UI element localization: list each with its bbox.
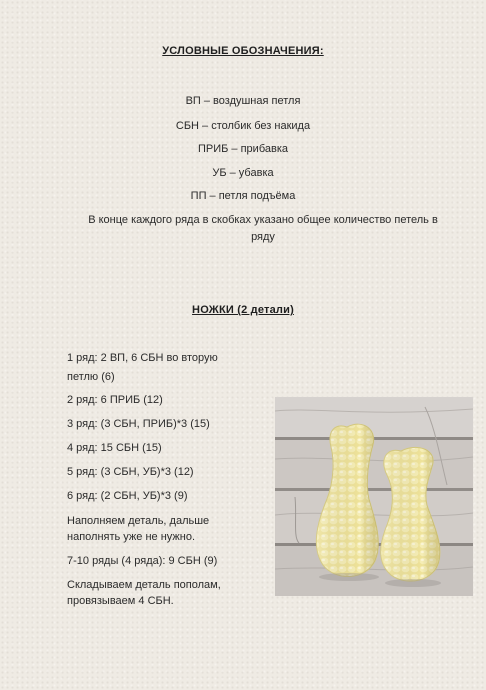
step-row-4: 4 ряд: 15 СБН (15) (67, 442, 162, 454)
legend-note-line1: В конце каждого ряда в скобках указано общее количество петель в (88, 214, 438, 226)
legend-note-line2: ряду (251, 231, 275, 243)
legend-item-sbn: СБН – столбик без накида (175, 120, 311, 132)
step-rows-7-10: 7-10 ряды (4 ряда): 9 СБН (9) (67, 555, 218, 567)
crochet-legs-photo (275, 397, 473, 596)
legend-item-ub: УБ – убавка (212, 167, 274, 179)
step-row-3: 3 ряд: (3 СБН, ПРИБ)*3 (15) (67, 418, 210, 430)
step-row-1: 1 ряд: 2 ВП, 6 СБН во вторую (67, 352, 218, 364)
step-row-6: 6 ряд: (2 СБН, УБ)*3 (9) (67, 490, 188, 502)
legend-note (66, 212, 460, 246)
legend-item-vp: ВП – воздушная петля (185, 95, 301, 107)
finish-note: Складываем деталь пополам, (67, 579, 221, 591)
step-row-1-cont: петлю (6) (67, 371, 115, 383)
section-title: НОЖКИ (2 детали) (192, 304, 294, 316)
step-row-2: 2 ряд: 6 ПРИБ (12) (67, 394, 163, 406)
stuffing-note-cont: наполнять уже не нужно. (67, 531, 196, 543)
legend-title: УСЛОВНЫЕ ОБОЗНАЧЕНИЯ: (162, 45, 324, 57)
step-row-5: 5 ряд: (3 СБН, УБ)*3 (12) (67, 466, 194, 478)
finish-note-cont: провязываем 4 СБН. (67, 595, 174, 607)
legend-item-prib: ПРИБ – прибавка (198, 143, 288, 155)
stuffing-note: Наполняем деталь, дальше (67, 515, 210, 527)
legend-item-pp: ПП – петля подъёма (190, 190, 296, 202)
